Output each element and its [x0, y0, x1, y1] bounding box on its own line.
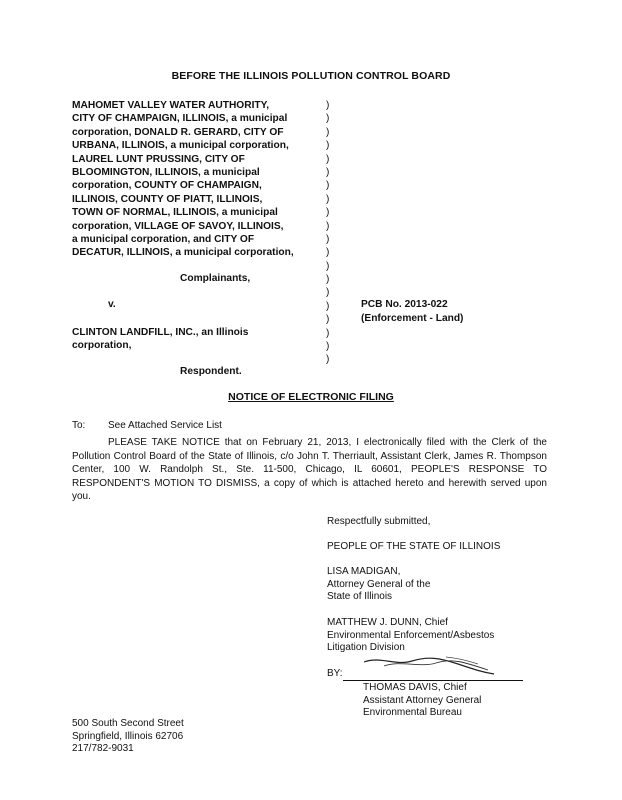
board-heading: BEFORE THE ILLINOIS POLLUTION CONTROL BOARD: [171, 70, 451, 82]
signer-line: THOMAS DAVIS, Chief: [363, 682, 467, 693]
complainant-line: LAUREL LUNT PRUSSING, CITY OF: [72, 153, 245, 165]
complainant-line: DECATUR, ILLINOIS, a municipal corporation,: [72, 247, 294, 259]
complainant-line: corporation, VILLAGE OF SAVOY, ILLINOIS,: [72, 220, 284, 232]
paren: ): [326, 153, 330, 165]
complainant-line: URBANA, ILLINOIS, a municipal corporation,: [72, 140, 289, 152]
paren: ): [326, 354, 330, 366]
ag-line: LISA MADIGAN,: [327, 566, 401, 577]
chief-block: [327, 617, 494, 655]
paren: ): [326, 207, 330, 219]
paren: ): [326, 247, 330, 259]
signer-line: Assistant Attorney General: [363, 694, 482, 706]
complainant-line: MAHOMET VALLEY WATER AUTHORITY,: [72, 100, 270, 111]
paren: ): [326, 233, 330, 245]
address-line: Springfield, Illinois 62706: [72, 730, 184, 742]
chief-line: Environmental Enforcement/Asbestos: [327, 629, 495, 641]
paren: ): [326, 140, 330, 152]
notice-paragraph: PLEASE TAKE NOTICE that on February 21, 2013, I electronically filed with the Clerk of the Pollution Control Board of the State of Illinois, c/o John T. Therriault, Assistant Clerk, James R. Thompson Center, 100 W. Randolph St., Ste. 11-500, Chicago, IL 60601, PEOPLE'S RESPONSE TO RESPONDENT'S MOTION TO DISMISS, a copy of which is attached hereto and herewith served upon you.: [72, 437, 547, 502]
signer-line: Environmental Bureau: [363, 707, 462, 719]
complainant-line: BLOOMINGTON, ILLINOIS, a municipal: [72, 167, 260, 179]
complainants-block: [72, 99, 330, 260]
paren: ): [326, 193, 330, 205]
signature-mark: [360, 654, 500, 680]
paren: ): [326, 100, 330, 111]
closing: Respectfully submitted,: [327, 516, 431, 527]
complainant-line: corporation, COUNTY OF CHAMPAIGN,: [72, 180, 262, 192]
paren: ): [326, 113, 330, 125]
address-line: 217/782-9031: [72, 743, 134, 755]
paren: ): [326, 274, 330, 286]
paren: ): [326, 126, 330, 138]
case-type: (Enforcement - Land): [361, 313, 464, 324]
address-block: [72, 718, 184, 756]
address-line: 500 South Second Street: [72, 718, 184, 729]
paren: ): [326, 287, 330, 299]
attorney-general-block: [327, 566, 430, 604]
respondent-label: Respondent.: [180, 366, 242, 377]
complainant-line: corporation, DONALD R. GERARD, CITY OF: [72, 126, 284, 138]
versus-label: v.: [108, 299, 116, 310]
by-label: BY:: [327, 668, 343, 679]
notice-title: NOTICE OF ELECTRONIC FILING: [228, 391, 394, 403]
paren: ): [326, 300, 330, 312]
complainants-label: Complainants,: [180, 273, 251, 284]
respondent-block: [72, 326, 248, 353]
paren: ): [326, 166, 330, 178]
case-number: PCB No. 2013-022: [361, 299, 448, 310]
respondent-line: CLINTON LANDFILL, INC., an Illinois: [72, 327, 249, 338]
complainant-line: ILLINOIS, COUNTY OF PIATT, ILLINOIS,: [72, 193, 263, 205]
paren: ): [326, 220, 330, 232]
ag-line: Attorney General of the: [327, 578, 431, 590]
party-name: PEOPLE OF THE STATE OF ILLINOIS: [327, 541, 501, 552]
chief-line: MATTHEW J. DUNN, Chief: [327, 617, 448, 628]
complainant-line: a municipal corporation, and CITY OF: [72, 234, 255, 246]
paren: ): [326, 341, 330, 353]
complainant-line: TOWN OF NORMAL, ILLINOIS, a municipal: [72, 207, 278, 219]
caption-parentheses: [326, 99, 329, 367]
chief-line: Litigation Division: [327, 642, 405, 654]
ag-line: State of Illinois: [327, 591, 393, 603]
paren: ): [326, 327, 330, 339]
paren: ): [326, 180, 330, 192]
to-value: See Attached Service List: [108, 420, 222, 431]
paren: ): [326, 260, 330, 272]
to-label: To:: [72, 420, 86, 431]
paren: ): [326, 314, 330, 326]
respondent-line: corporation,: [72, 340, 132, 352]
complainant-line: CITY OF CHAMPAIGN, ILLINOIS, a municipal: [72, 113, 288, 125]
signature-line: [343, 680, 523, 681]
signer-block: [363, 682, 481, 720]
